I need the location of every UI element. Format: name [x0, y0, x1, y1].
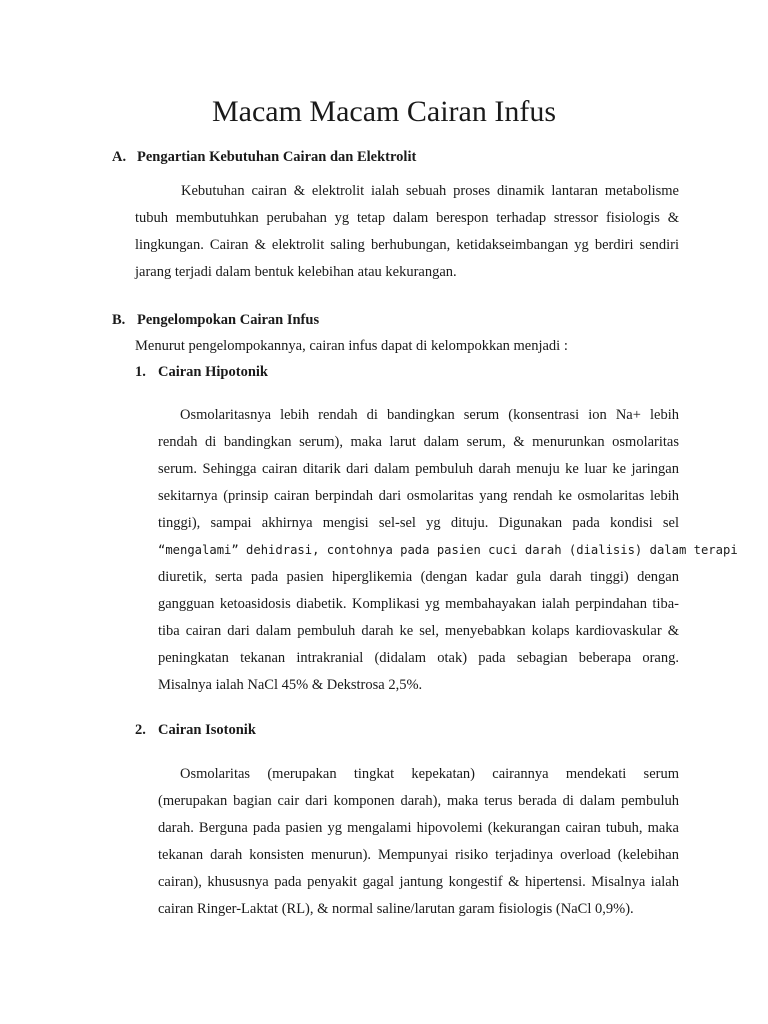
section-b-title: Pengelompokan Cairan Infus [137, 312, 320, 328]
subsection-1-title: Cairan Hipotonik [158, 364, 268, 380]
paragraph-line: diuretik, serta pada pasien hiperglikemia (dengan kadar gula darah tinggi) dengan [158, 569, 679, 585]
section-a-heading [112, 147, 416, 167]
section-a-title: Pengartian Kebutuhan Cairan dan Elektrolit [137, 149, 417, 165]
paragraph-line: (merupakan bagian cair dari komponen darah), maka terus berada di dalam pembuluh [158, 793, 679, 809]
paragraph-line: Osmolaritasnya lebih rendah di bandingkan serum (konsentrasi ion Na+ lebih [180, 407, 679, 423]
paragraph-line: tekanan darah konsisten menurun). Mempunyai risiko terjadinya overload (kelebihan [158, 847, 679, 863]
paragraph-line: Misalnya ialah NaCl 45% & Dekstrosa 2,5%. [158, 677, 423, 693]
paragraph-line: gangguan ketoasidosis diabetik. Komplikasi yg membahayakan ialah perpindahan tiba- [158, 596, 679, 612]
subsection-2-paragraph [158, 761, 679, 923]
section-a-paragraph [135, 178, 679, 286]
paragraph-line: cairan Ringer-Laktat (RL), & normal saline/larutan garam fisiologis (NaCl 0,9%). [158, 901, 634, 917]
paragraph-line: “mengalami” dehidrasi, contohnya pada pasien cuci darah (dialisis) dalam terapi [158, 543, 738, 557]
paragraph-line: rendah di bandingkan serum), maka larut dalam serum, & menurunkan osmolaritas [158, 434, 679, 450]
section-b-label: B. [112, 312, 126, 328]
section-b-intro: Menurut pengelompokannya, cairan infus dapat di kelompokkan menjadi : [135, 338, 568, 354]
paragraph-line: tubuh membutuhkan perubahan yg tetap dalam berespon terhadap stressor fisiologis & [135, 210, 679, 226]
paragraph-line: jarang terjadi dalam bentuk kelebihan atau kekurangan. [135, 264, 457, 280]
paragraph-line: serum. Sehingga cairan ditarik dari dalam pembuluh darah menuju ke luar ke jaringan [158, 461, 679, 477]
page-title: Macam Macam Cairan Infus [211, 95, 557, 128]
subsection-2-label: 2. [135, 722, 146, 738]
paragraph-line: sekitarnya (prinsip cairan berpindah dari osmolaritas yang rendah ke osmolaritas lebih [158, 488, 679, 504]
paragraph-line: cairan), khususnya pada penyakit gagal jantung kongestif & hipertensi. Misalnya ialah [158, 874, 679, 890]
subsection-1-label: 1. [135, 364, 146, 380]
paragraph-line: Osmolaritas (merupakan tingkat kepekatan) cairannya mendekati serum [180, 766, 679, 782]
subsection-1-heading [135, 362, 268, 382]
paragraph-line: tiba cairan dari dalam pembuluh darah ke sel, menyebabkan kolaps kardiovaskular & [158, 623, 679, 639]
paragraph-line: lingkungan. Cairan & elektrolit saling berhubungan, ketidakseimbangan yg berdiri sendiri [135, 237, 679, 253]
section-b-heading [112, 310, 319, 330]
paragraph-line: Kebutuhan cairan & elektrolit ialah sebuah proses dinamik lantaran metabolisme [181, 183, 679, 199]
section-a-label: A. [112, 149, 127, 165]
subsection-1-paragraph [158, 402, 738, 699]
subsection-2-heading [135, 720, 256, 740]
paragraph-line: darah. Berguna pada pasien yg mengalami hipovolemi (kekurangan cairan tubuh, maka [158, 820, 679, 836]
subsection-2-title: Cairan Isotonik [158, 722, 256, 738]
paragraph-line: tinggi), sampai akhirnya mengisi sel-sel yg dituju. Digunakan pada kondisi sel [158, 515, 679, 531]
paragraph-line: peningkatan tekanan intrakranial (didalam otak) pada sebagian beberapa orang. [158, 650, 679, 666]
